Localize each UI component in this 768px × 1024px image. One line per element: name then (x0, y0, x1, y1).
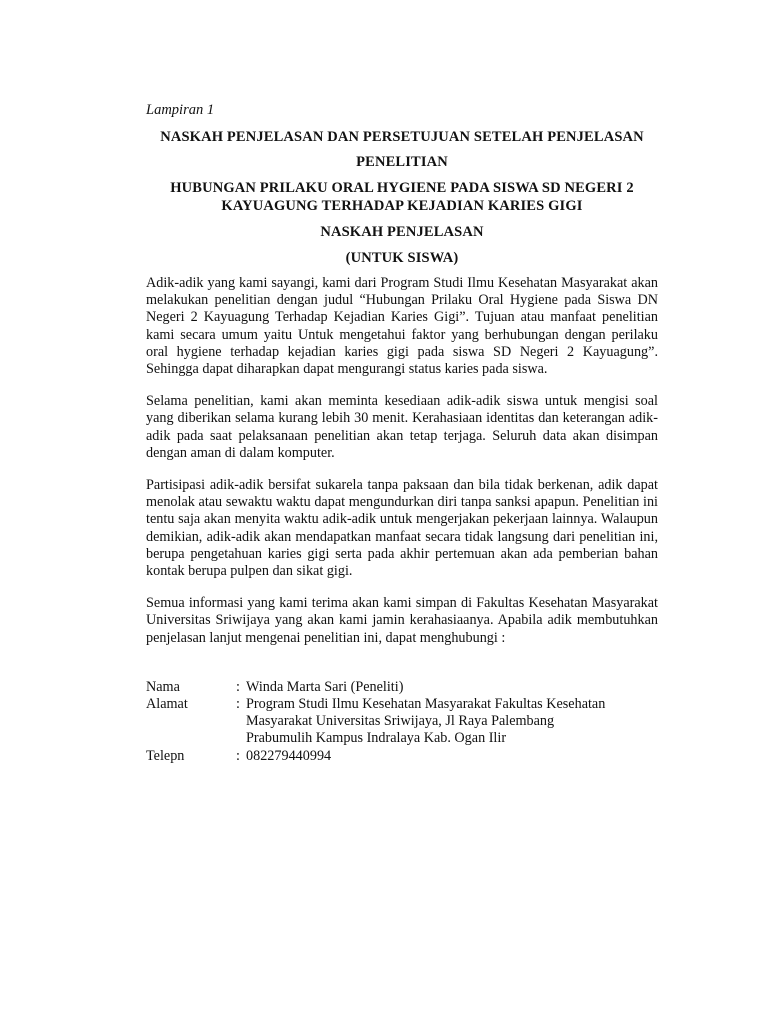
paragraph-participation: Partisipasi adik-adik bersifat sukarela tanpa paksaan dan bila tidak berkenan, adik dapat menolak atau sewaktu waktu dapat mengundurkan diri tanpa sanksi apapun. Penelitian ini tentu saja akan menyita waktu adik-adik untuk mengerjakan pekerjaan lainnya. Walaupun demikian, adik-adik akan mendapatkan manfaat secara tidak langsung dari penelitian ini, berupa pengetahuan karies gigi serta pada akhir pertemuan akan ada pemberian bahan kontak berupa pulpen dan sikat gigi. (146, 477, 658, 580)
document-title-line-2: PENELITIAN (356, 154, 448, 170)
document-title-line-1: NASKAH PENJELASAN DAN PERSETUJUAN SETELAH PENJELASAN (160, 129, 644, 145)
appendix-label: Lampiran 1 (146, 102, 215, 118)
document-page (146, 100, 658, 765)
contact-address-row (146, 696, 658, 748)
contact-phone-value: 082279440994 (246, 747, 332, 764)
paragraph-intro: Adik-adik yang kami sayangi, kami dari Program Studi Ilmu Kesehatan Masyarakat akan melakukan penelitian dengan judul “Hubungan Prilaku Oral Hygiene pada Siswa DN Negeri 2 Kayuagung Terhadap Kejadian Karies Gigi”. Tujuan atau manfaat penelitian kami secara umum yaitu Untuk mengetahui faktor yang berhubungan dengan perilaku oral hygiene terhadap kejadian karies gigi pada siswa SD Negeri 2 Kayuagung”. Sehingga dapat diharapkan dapat mengurangi status karies pada siswa. (146, 275, 658, 378)
contact-block (146, 679, 658, 765)
contact-address-label: Alamat (146, 696, 188, 713)
section-subtitle: (UNTUK SISWA) (345, 250, 459, 266)
contact-address-line: Prabumulih Kampus Indralaya Kab. Ogan Ilir (246, 730, 507, 747)
paragraph-procedure: Selama penelitian, kami akan meminta kesediaan adik-adik siswa untuk mengisi soal yang diberikan selama kurang lebih 30 menit. Kerahasiaan identitas dan keterangan adik-adik pada saat pelaksanaan penelitian akan tetap terjaga. Seluruh data akan disimpan dengan aman di dalam komputer. (146, 393, 658, 461)
contact-address-line: Program Studi Ilmu Kesehatan Masyarakat Fakultas Kesehatan (246, 696, 606, 713)
section-title: NASKAH PENJELASAN (320, 224, 484, 240)
research-title: HUBUNGAN PRILAKU ORAL HYGIENE PADA SISWA SD NEGERI 2 KAYUAGUNG TERHADAP KEJADIAN KARIES GIGI (170, 180, 634, 214)
contact-phone-row (146, 748, 658, 765)
contact-name-label: Nama (146, 678, 180, 695)
contact-phone-label: Telepn (146, 747, 185, 764)
contact-address-separator: : (236, 696, 240, 713)
contact-name-value: Winda Marta Sari (Peneliti) (246, 678, 404, 695)
contact-phone-separator: : (236, 747, 240, 764)
paragraph-confidentiality: Semua informasi yang kami terima akan kami simpan di Fakultas Kesehatan Masyarakat Universitas Sriwijaya yang akan kami jamin kerahasiaanya. Apabila adik membutuhkan penjelasan lanjut mengenai penelitian ini, dapat menghubungi : (146, 595, 658, 646)
contact-address-value (246, 696, 658, 748)
contact-name-separator: : (236, 678, 240, 695)
contact-address-line: Masyarakat Universitas Sriwijaya, Jl Raya Palembang (246, 713, 555, 730)
contact-name-row (146, 679, 658, 696)
